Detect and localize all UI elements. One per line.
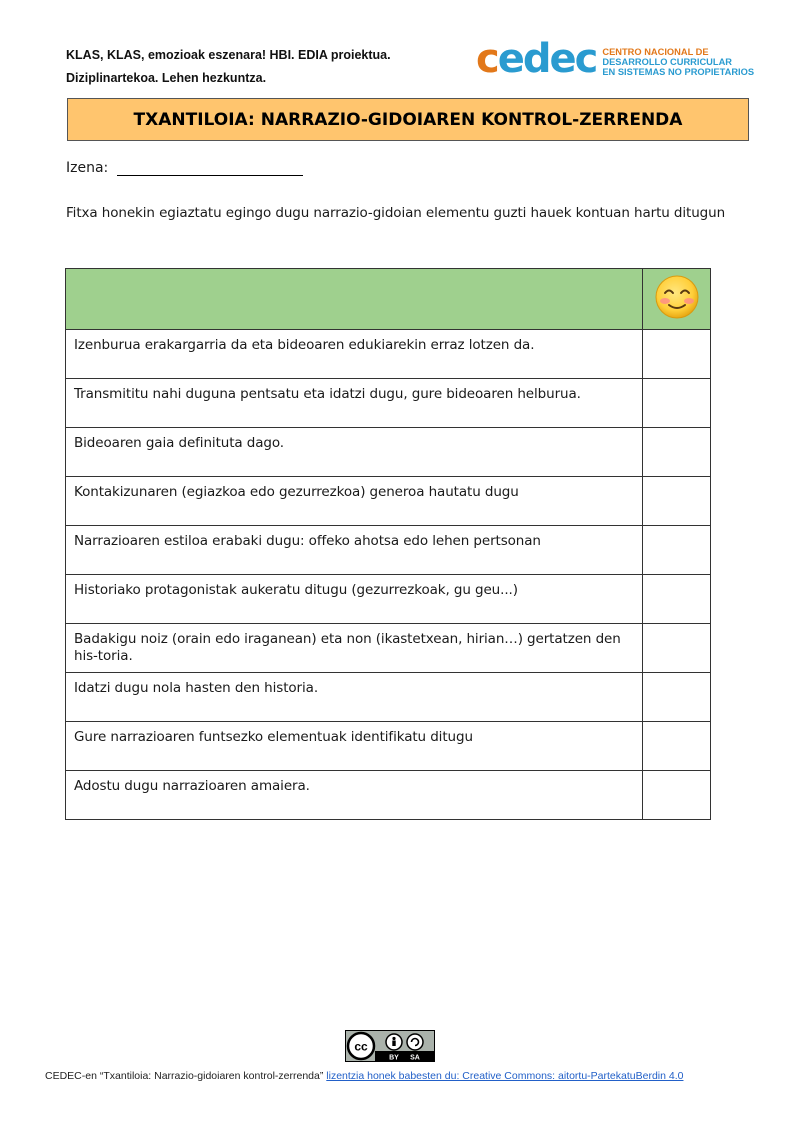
checklist-item-text: Historiako protagonistak aukeratu ditugu (gezurrezkoak, gu geu...) <box>66 575 643 624</box>
license-text: CEDEC-en “Txantiloia: Narrazio-gidoiaren kontrol-zerrenda” <box>45 1070 324 1082</box>
checklist-header-cell <box>66 269 643 330</box>
cedec-logo-text <box>602 47 754 77</box>
checklist-check-cell[interactable] <box>643 575 711 624</box>
checklist-row <box>66 477 711 526</box>
logo-text-line-2: DESARROLLO CURRICULAR <box>602 57 732 67</box>
checklist-check-cell[interactable] <box>643 722 711 771</box>
checklist-check-cell[interactable] <box>643 624 711 673</box>
cedec-logo <box>476 36 755 82</box>
checklist-header-row <box>66 269 711 330</box>
checklist-check-cell[interactable] <box>643 477 711 526</box>
page-title: TXANTILOIA: NARRAZIO-GIDOIAREN KONTROL-ZERRENDA <box>133 109 683 130</box>
checklist-table <box>65 268 711 820</box>
cedec-logo-word: cedec <box>476 36 597 82</box>
checklist-check-cell[interactable] <box>643 673 711 722</box>
checklist-row <box>66 771 711 820</box>
header-line-2: Diziplinartekoa. Lehen hezkuntza. <box>66 71 267 85</box>
checklist-row <box>66 379 711 428</box>
checklist-check-cell[interactable] <box>643 526 711 575</box>
title-banner <box>67 98 749 141</box>
checklist-row <box>66 624 711 673</box>
checklist-item-text: Izenburua erakargarria da eta bideoaren edukiarekin erraz lotzen da. <box>66 330 643 379</box>
license-footer <box>45 1070 683 1082</box>
checklist-item-text: Gure narrazioaren funtsezko elementuak identifikatu ditugu <box>66 722 643 771</box>
checklist-check-cell[interactable] <box>643 771 711 820</box>
checklist-row <box>66 722 711 771</box>
logo-text-line-3: EN SISTEMAS NO PROPIETARIOS <box>602 67 755 77</box>
checklist-row <box>66 673 711 722</box>
smiling-face-icon <box>654 274 700 320</box>
name-field <box>66 160 303 176</box>
checklist-row <box>66 428 711 477</box>
name-blank-line[interactable] <box>117 160 303 176</box>
license-link[interactable]: lizentzia honek babesten du: Creative Commons: aitortu-PartekatuBerdin 4.0 <box>326 1070 684 1082</box>
checklist-header-icon-cell <box>643 269 711 330</box>
checklist-item-text: Bideoaren gaia definituta dago. <box>66 428 643 477</box>
checklist-check-cell[interactable] <box>643 379 711 428</box>
checklist-item-text: Badakigu noiz (orain edo iraganean) eta non (ikastetxean, hirian…) gertatzen den his-toria. <box>66 624 643 673</box>
checklist-row <box>66 526 711 575</box>
cc-icon: cc <box>354 1039 368 1054</box>
checklist-row <box>66 575 711 624</box>
checklist-item-text: Kontakizunaren (egiazkoa edo gezurrezkoa) generoa hautatu dugu <box>66 477 643 526</box>
sa-label: SA <box>410 1054 420 1062</box>
checklist-check-cell[interactable] <box>643 330 711 379</box>
intro-text: Fitxa honekin egiaztatu egingo dugu narrazio-gidoian elementu guzti hauek kontuan hartu ditugun <box>66 205 726 221</box>
name-label: Izena: <box>66 160 109 176</box>
checklist-item-text: Narrazioaren estiloa erabaki dugu: offeko ahotsa edo lehen pertsonan <box>66 526 643 575</box>
by-label: BY <box>389 1054 399 1062</box>
checklist-item-text: Adostu dugu narrazioaren amaiera. <box>66 771 643 820</box>
checklist-row <box>66 330 711 379</box>
checklist-check-cell[interactable] <box>643 428 711 477</box>
document-header <box>66 44 391 90</box>
checklist-item-text: Transmititu nahi duguna pentsatu eta idatzi dugu, gure bideoaren helburua. <box>66 379 643 428</box>
checklist-item-text: Idatzi dugu nola hasten den historia. <box>66 673 643 722</box>
logo-text-line-1: CENTRO NACIONAL DE <box>602 47 709 57</box>
cc-by-sa-badge[interactable] <box>345 1030 435 1062</box>
header-line-1: KLAS, KLAS, emozioak eszenara! HBI. EDIA proiektua. <box>66 48 391 62</box>
